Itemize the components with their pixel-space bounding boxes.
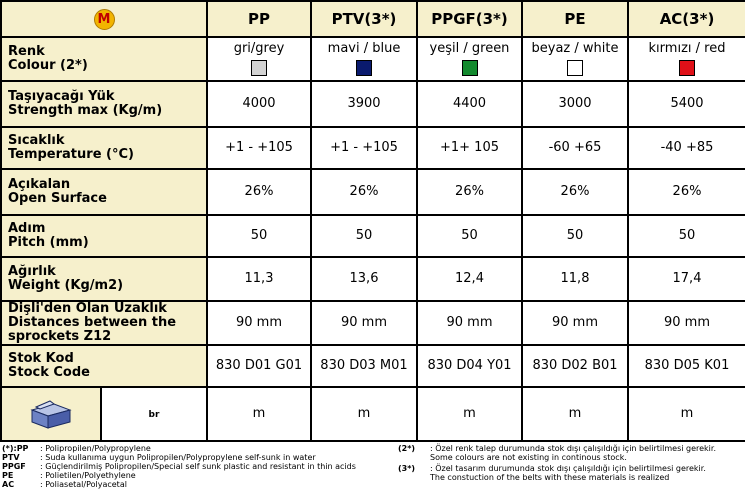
value-cell: 26% <box>311 169 417 215</box>
value-cell: m <box>207 387 311 441</box>
value-cell: 90 mm <box>207 301 311 345</box>
logo-cell <box>1 1 207 37</box>
colour-cell: kırmızı / red <box>628 37 745 81</box>
value-cell: 50 <box>628 215 745 257</box>
value-cell: 830 D01 G01 <box>207 345 311 387</box>
value-cell: 4000 <box>207 81 311 127</box>
value-cell: 50 <box>522 215 628 257</box>
footnote-left: (*):PP : Polipropilen/Polypropylene <box>2 444 151 453</box>
value-cell: +1 - +105 <box>311 127 417 169</box>
value-cell: 11,3 <box>207 257 311 301</box>
row-label: Sıcaklık Temperature (°C) <box>1 127 207 169</box>
colour-cell: gri/grey <box>207 37 311 81</box>
column-header: PPGF(3*) <box>417 1 522 37</box>
column-header: PTV(3*) <box>311 1 417 37</box>
row-label: Açıkalan Open Surface <box>1 169 207 215</box>
value-cell: m <box>311 387 417 441</box>
value-cell: m <box>522 387 628 441</box>
table-row <box>1 215 745 257</box>
row-label: Dişli'den Olan Uzaklık Distances between the sprockets Z12 <box>1 301 207 345</box>
value-cell: 3000 <box>522 81 628 127</box>
value-cell: 12,4 <box>417 257 522 301</box>
value-cell: 50 <box>311 215 417 257</box>
value-cell: 26% <box>207 169 311 215</box>
footnote-left: PTV : Suda kullanıma uygun Polipropilen/Polypropylene self-sunk in water <box>2 453 316 462</box>
value-cell: 26% <box>628 169 745 215</box>
value-cell: 17,4 <box>628 257 745 301</box>
table-row <box>1 345 745 387</box>
colour-swatch <box>251 60 267 76</box>
row-label: Ağırlık Weight (Kg/m2) <box>1 257 207 301</box>
colour-swatch <box>356 60 372 76</box>
colour-swatch <box>567 60 583 76</box>
footnote-right-cont: Some colours are not existing in continous stock. <box>430 453 627 462</box>
colour-cell: yeşil / green <box>417 37 522 81</box>
brand-logo: M <box>94 9 115 30</box>
column-header: PP <box>207 1 311 37</box>
column-header: AC(3*) <box>628 1 745 37</box>
value-cell: 26% <box>417 169 522 215</box>
colour-swatch <box>679 60 695 76</box>
value-cell: 50 <box>207 215 311 257</box>
value-cell: m <box>628 387 745 441</box>
value-cell: 830 D02 B01 <box>522 345 628 387</box>
footnote-right: (2*) : Özel renk talep durumunda stok dışı çalışıldığı için belirtilmesi gerekir. <box>398 444 716 453</box>
footnote-left: AC : Poliasetal/Polyacetal <box>2 480 127 489</box>
row-label: Stok Kod Stock Code <box>1 345 207 387</box>
column-header: PE <box>522 1 628 37</box>
value-cell: 26% <box>522 169 628 215</box>
value-cell: 3900 <box>311 81 417 127</box>
table-row <box>1 81 745 127</box>
value-cell: 50 <box>417 215 522 257</box>
value-cell: m <box>417 387 522 441</box>
value-cell: 90 mm <box>522 301 628 345</box>
footnote-right-cont: The constuction of the belts with these materials is realized <box>430 473 670 482</box>
colour-cell: beyaz / white <box>522 37 628 81</box>
value-cell: 830 D04 Y01 <box>417 345 522 387</box>
table-row <box>1 257 745 301</box>
row-label: Adım Pitch (mm) <box>1 215 207 257</box>
table-row <box>1 301 745 345</box>
colour-row <box>1 37 745 81</box>
value-cell: -60 +65 <box>522 127 628 169</box>
value-cell: 90 mm <box>628 301 745 345</box>
footnote-left: PE : Polietilen/Polyethylene <box>2 471 136 480</box>
value-cell: 830 D05 K01 <box>628 345 745 387</box>
value-cell: 90 mm <box>417 301 522 345</box>
unit-row <box>1 387 745 441</box>
value-cell: +1 - +105 <box>207 127 311 169</box>
table-row <box>1 127 745 169</box>
value-cell: 830 D03 M01 <box>311 345 417 387</box>
footnote-right: (3*) : Özel tasarım durumunda stok dışı çalışıldığı için belirtilmesi gerekir. <box>398 464 706 473</box>
row-label: Taşıyacağı Yük Strength max (Kg/m) <box>1 81 207 127</box>
colour-swatch <box>462 60 478 76</box>
colour-cell: mavi / blue <box>311 37 417 81</box>
value-cell: 4400 <box>417 81 522 127</box>
footnotes <box>0 442 745 498</box>
value-cell: 5400 <box>628 81 745 127</box>
header-row <box>1 1 745 37</box>
box-icon <box>28 398 74 430</box>
unit-label: br <box>101 387 207 441</box>
table-row <box>1 169 745 215</box>
value-cell: 11,8 <box>522 257 628 301</box>
value-cell: +1+ 105 <box>417 127 522 169</box>
value-cell: 90 mm <box>311 301 417 345</box>
value-cell: 13,6 <box>311 257 417 301</box>
box-icon-cell <box>1 387 101 441</box>
row-label: Renk Colour (2*) <box>1 37 207 81</box>
footnote-left: PPGF : Güçlendirilmiş Polipropilen/Special self sunk plastic and resistant in thin acids <box>2 462 356 471</box>
value-cell: -40 +85 <box>628 127 745 169</box>
